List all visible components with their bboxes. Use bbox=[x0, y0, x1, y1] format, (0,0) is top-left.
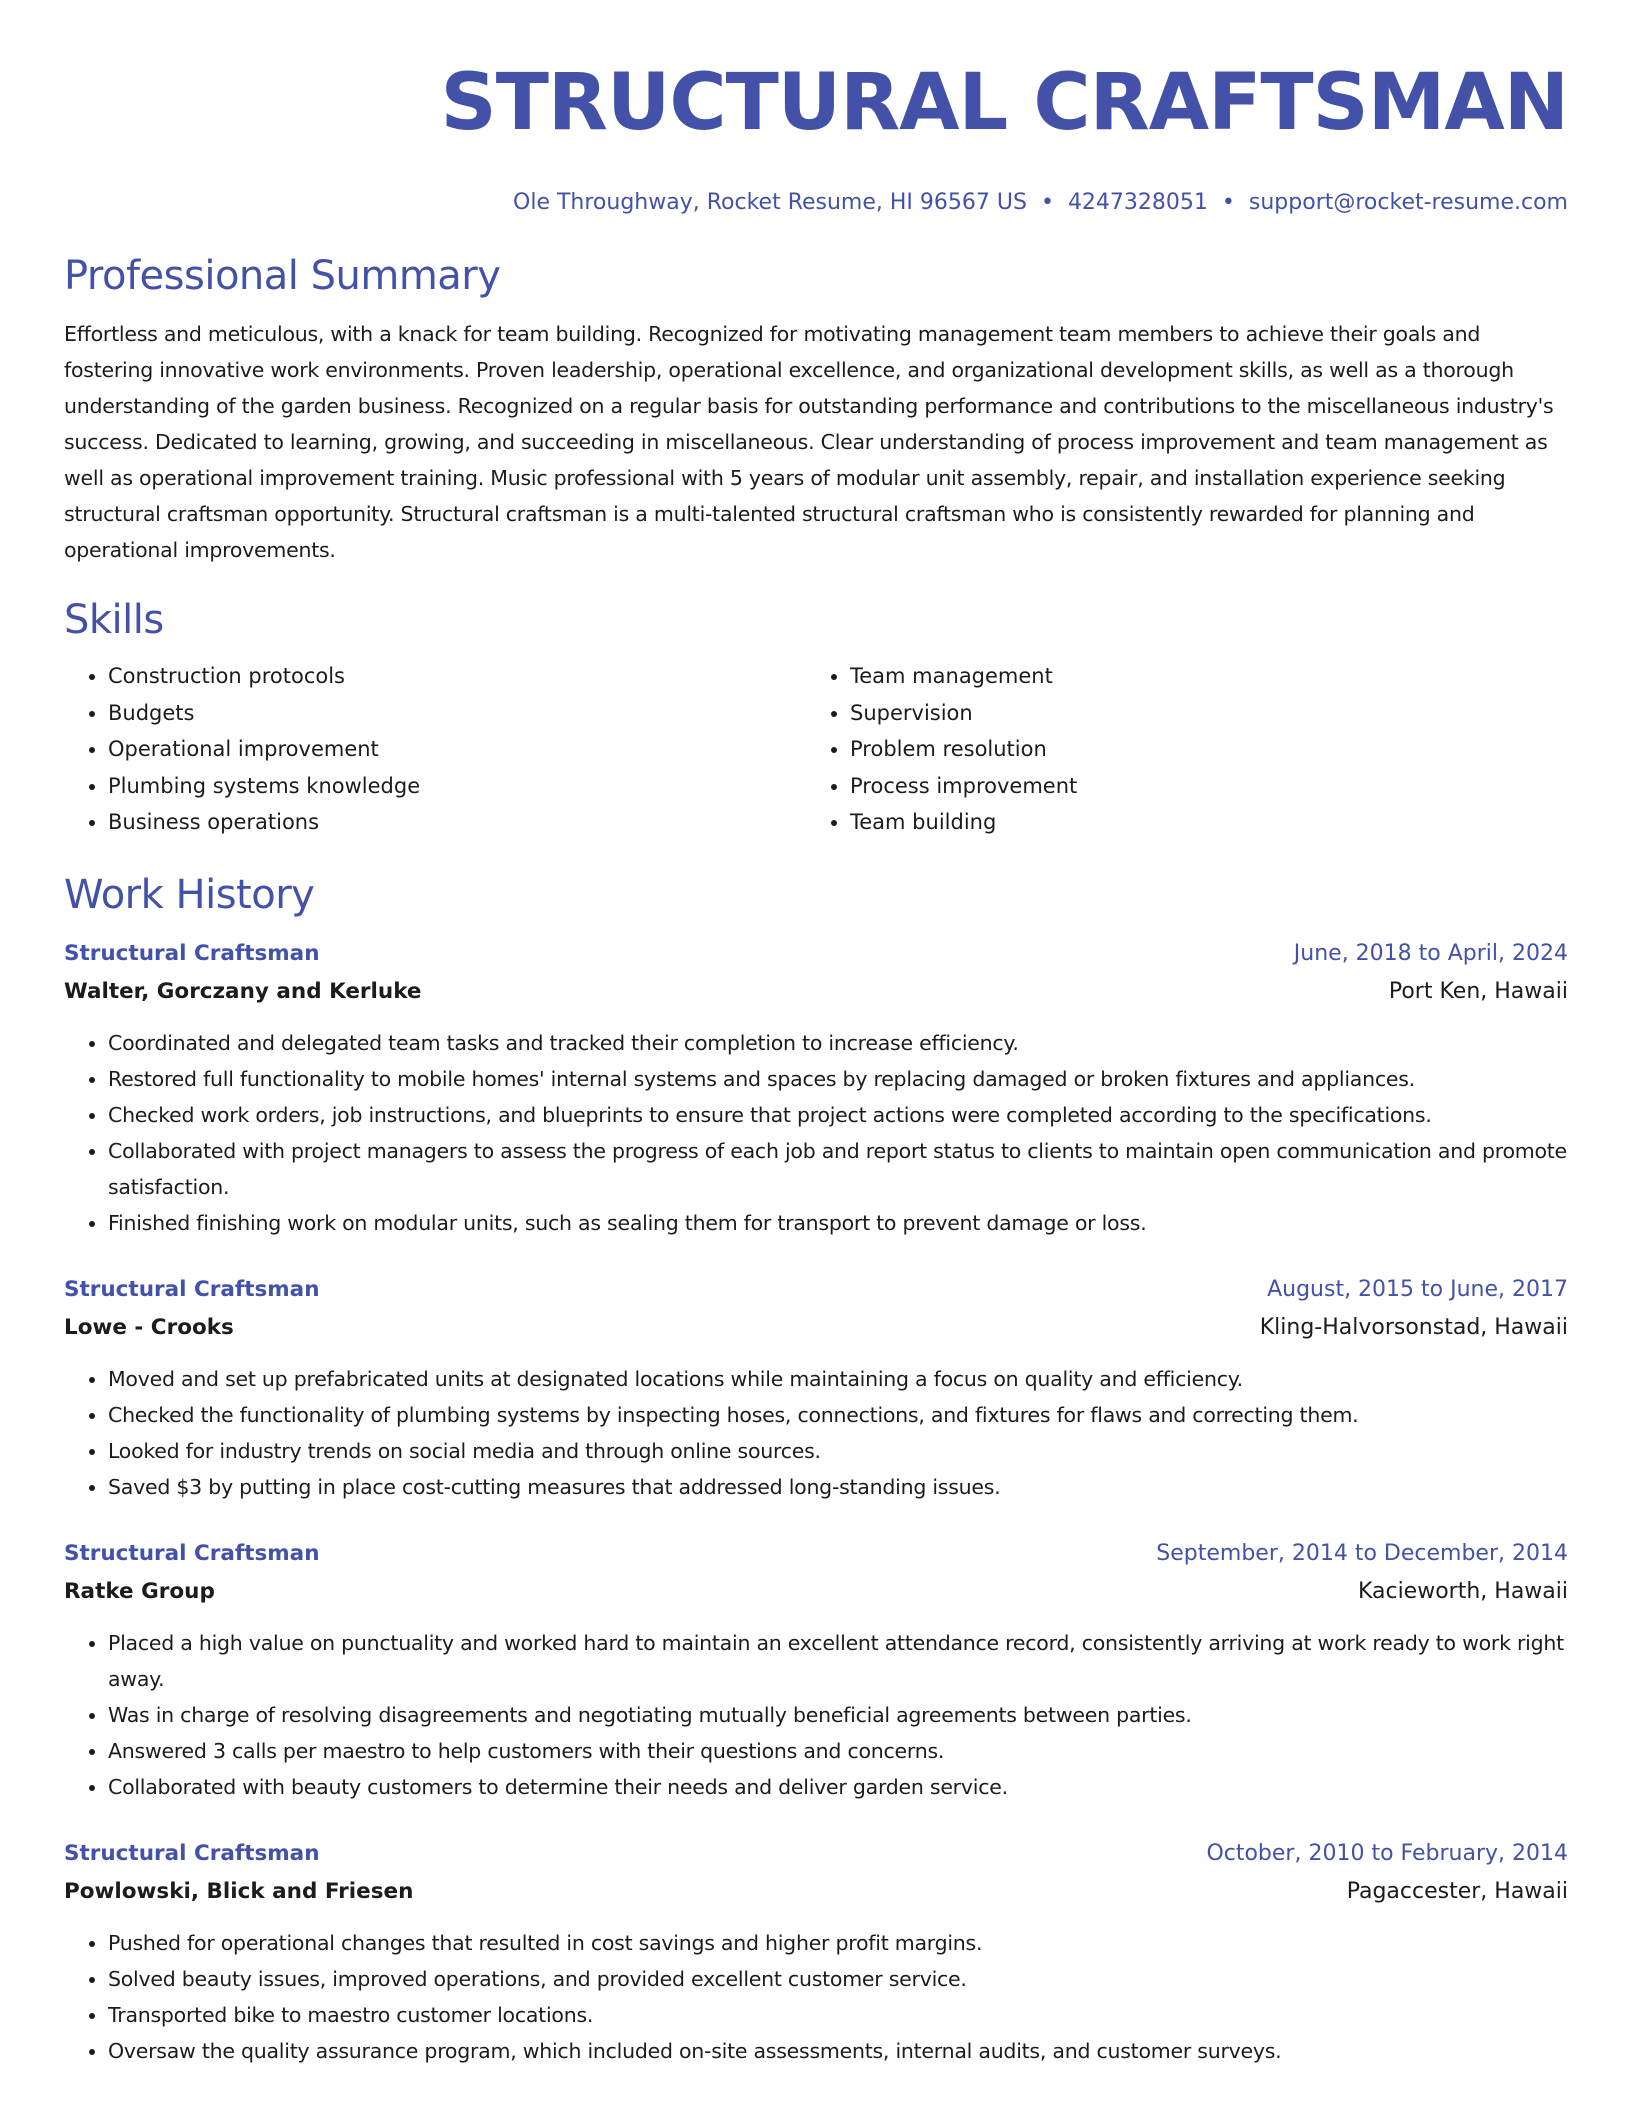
job-entry bbox=[64, 1271, 1568, 1505]
contact-email: support@rocket-resume.com bbox=[1248, 190, 1568, 215]
skill-item: • Team building bbox=[850, 804, 1548, 841]
skill-item: • Plumbing systems knowledge bbox=[108, 768, 806, 805]
job-bullet: • Checked the functionality of plumbing systems by inspecting hoses, connections, and fixtures for flaws and correcting them. bbox=[108, 1397, 1568, 1433]
skill-item: • Problem resolution bbox=[850, 731, 1548, 768]
job-dates: September, 2014 to December, 2014 bbox=[1156, 1540, 1568, 1566]
skill-item: • Process improvement bbox=[850, 768, 1548, 805]
work-history-section bbox=[64, 871, 1568, 2069]
skills-section bbox=[64, 596, 1568, 841]
summary-section bbox=[64, 252, 1568, 568]
skill-item: • Construction protocols bbox=[108, 658, 806, 695]
job-location: Kling-Halvorsonstad, Hawaii bbox=[1259, 1314, 1568, 1340]
job-dates: October, 2010 to February, 2014 bbox=[1206, 1840, 1568, 1866]
skill-item: • Business operations bbox=[108, 804, 806, 841]
job-bullet: • Transported bike to maestro customer locations. bbox=[108, 1997, 1568, 2033]
job-bullets bbox=[64, 1025, 1568, 1241]
job-bullet: • Restored full functionality to mobile homes' internal systems and spaces by replacing damaged or broken fixtures and appliances. bbox=[108, 1061, 1568, 1097]
job-title: Structural Craftsman bbox=[64, 940, 320, 966]
job-location: Port Ken, Hawaii bbox=[1388, 978, 1568, 1004]
work-history-heading: Work History bbox=[64, 871, 315, 918]
job-title: Structural Craftsman bbox=[64, 1840, 320, 1866]
job-company: Lowe - Crooks bbox=[64, 1314, 234, 1340]
job-bullet: • Solved beauty issues, improved operations, and provided excellent customer service. bbox=[108, 1961, 1568, 1997]
job-bullet: • Collaborated with beauty customers to determine their needs and deliver garden service. bbox=[108, 1769, 1568, 1805]
job-location: Pagaccester, Hawaii bbox=[1346, 1878, 1568, 1904]
job-bullets bbox=[64, 1361, 1568, 1505]
job-company: Powlowski, Blick and Friesen bbox=[64, 1878, 414, 1904]
candidate-name: STRUCTURAL CRAFTSMAN bbox=[440, 58, 1568, 148]
job-title-row bbox=[64, 1271, 1568, 1309]
job-entry bbox=[64, 1835, 1568, 2069]
job-title-row bbox=[64, 1835, 1568, 1873]
skills-list-right bbox=[806, 658, 1548, 841]
job-entry bbox=[64, 1535, 1568, 1805]
job-bullets bbox=[64, 1925, 1568, 2069]
job-company-row bbox=[64, 973, 1568, 1011]
skills-list-left bbox=[64, 658, 806, 841]
job-bullet: • Looked for industry trends on social media and through online sources. bbox=[108, 1433, 1568, 1469]
job-bullet: • Checked work orders, job instructions, and blueprints to ensure that project actions were completed according to the specifications. bbox=[108, 1097, 1568, 1133]
summary-heading: Professional Summary bbox=[64, 253, 501, 299]
job-bullet: • Placed a high value on punctuality and worked hard to maintain an excellent attendance record, consistently arriving at work ready to work right away. bbox=[108, 1625, 1568, 1697]
job-title-row bbox=[64, 1535, 1568, 1573]
job-dates: August, 2015 to June, 2017 bbox=[1267, 1276, 1568, 1302]
job-bullet: • Oversaw the quality assurance program, which included on-site assessments, internal audits, and customer surveys. bbox=[108, 2033, 1568, 2069]
contact-separator: • bbox=[1221, 190, 1235, 215]
contact-separator: • bbox=[1040, 190, 1054, 215]
skills-columns bbox=[64, 658, 1568, 841]
skill-item: • Supervision bbox=[850, 695, 1548, 732]
job-company: Ratke Group bbox=[64, 1578, 215, 1604]
job-title: Structural Craftsman bbox=[64, 1276, 320, 1302]
skills-heading: Skills bbox=[64, 597, 164, 643]
job-company-row bbox=[64, 1573, 1568, 1611]
contact-line bbox=[64, 190, 1568, 220]
job-entry bbox=[64, 935, 1568, 1241]
job-bullet: • Moved and set up prefabricated units at designated locations while maintaining a focus on quality and efficiency. bbox=[108, 1361, 1568, 1397]
job-bullet: • Answered 3 calls per maestro to help customers with their questions and concerns. bbox=[108, 1733, 1568, 1769]
job-company: Walter, Gorczany and Kerluke bbox=[64, 978, 422, 1004]
job-bullet: • Finished finishing work on modular units, such as sealing them for transport to prevent damage or loss. bbox=[108, 1205, 1568, 1241]
skill-item: • Operational improvement bbox=[108, 731, 806, 768]
skill-item: • Team management bbox=[850, 658, 1548, 695]
job-company-row bbox=[64, 1309, 1568, 1347]
job-title-row bbox=[64, 935, 1568, 973]
job-bullets bbox=[64, 1625, 1568, 1805]
job-company-row bbox=[64, 1873, 1568, 1911]
skill-item: • Budgets bbox=[108, 695, 806, 732]
job-bullet: • Collaborated with project managers to assess the progress of each job and report status to clients to maintain open communication and promote satisfaction. bbox=[108, 1133, 1568, 1205]
job-title: Structural Craftsman bbox=[64, 1540, 320, 1566]
job-location: Kacieworth, Hawaii bbox=[1357, 1578, 1568, 1604]
summary-text: Effortless and meticulous, with a knack for team building. Recognized for motivating management team members to achieve their goals and fostering innovative work environments. Proven leadership, operational excellence, and organizational development skills, as well as a thorough understanding of the garden business. Recognized on a regular basis for outstanding performance and contributions to the miscellaneous industry's success. Dedicated to learning, growing, and succeeding in miscellaneous. Clear understanding of process improvement and team management as well as operational improvement training. Music professional with 5 years of modular unit assembly, repair, and installation experience seeking structural craftsman opportunity. Structural craftsman is a multi-talented structural craftsman who is consistently rewarded for planning and operational improvements. bbox=[64, 322, 1554, 562]
job-dates: June, 2018 to April, 2024 bbox=[1293, 940, 1568, 966]
job-bullet: • Coordinated and delegated team tasks and tracked their completion to increase efficiency. bbox=[108, 1025, 1568, 1061]
contact-phone: 4247328051 bbox=[1067, 190, 1208, 215]
contact-address: Ole Throughway, Rocket Resume, HI 96567 US bbox=[513, 190, 1027, 215]
job-bullet: • Was in charge of resolving disagreements and negotiating mutually beneficial agreements between parties. bbox=[108, 1697, 1568, 1733]
job-bullet: • Saved $3 by putting in place cost-cutting measures that addressed long-standing issues. bbox=[108, 1469, 1568, 1505]
job-bullet: • Pushed for operational changes that resulted in cost savings and higher profit margins. bbox=[108, 1925, 1568, 1961]
